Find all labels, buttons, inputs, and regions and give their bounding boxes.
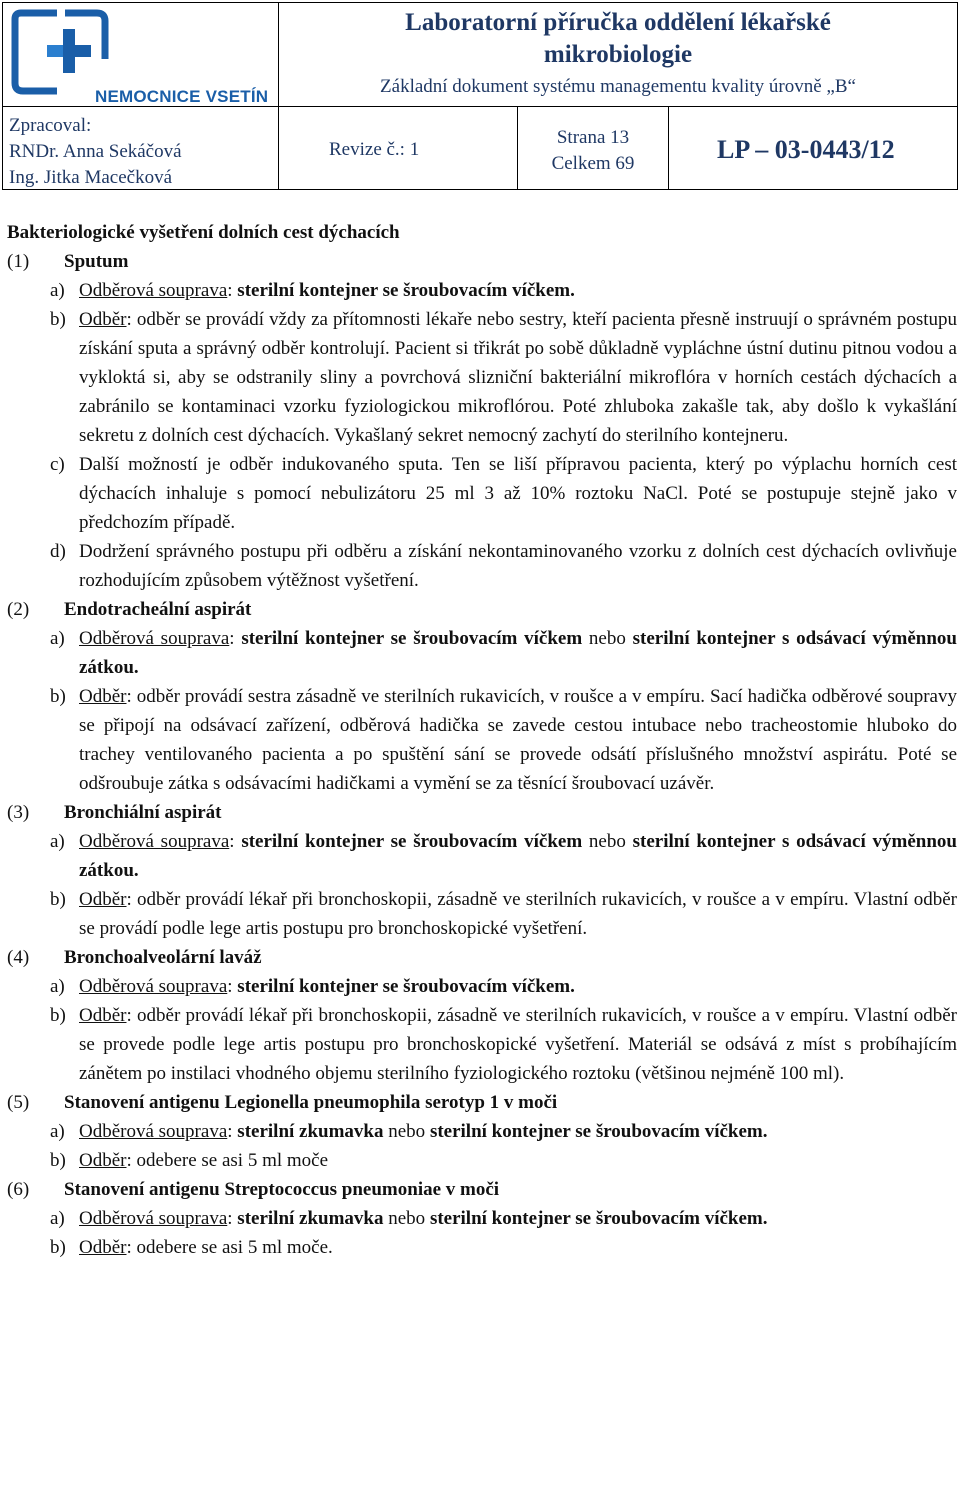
section-title: Bronchoalveolární laváž: [64, 947, 262, 968]
list-item: [50, 537, 957, 595]
author-label: Zpracoval:: [9, 115, 92, 136]
author-name-1: RNDr. Anna Sekáčová: [9, 141, 182, 162]
item-letter: b): [50, 686, 66, 707]
document-header: [2, 2, 958, 188]
list-item: [50, 827, 957, 885]
item-text: Odběr: odebere se asi 5 ml moče: [79, 1150, 329, 1171]
item-text: Odběr: odběr provádí lékař při bronchoskopii, zásadně ve sterilních rukavicích, v roušce a v empíru. Vlastní odběr se provádí podle lege artis postupu pro bronchoskopické vyšetření.: [79, 889, 957, 939]
section-title: Bronchiální aspirát: [64, 802, 222, 823]
item-letter: b): [50, 1005, 66, 1026]
author-name-2: Ing. Jitka Macečková: [9, 167, 173, 188]
list-item: [50, 624, 957, 682]
doc-code-cell: [668, 106, 958, 190]
item-text: Odběrová souprava: sterilní zkumavka nebo sterilní kontejner se šroubovacím víčkem.: [79, 1208, 768, 1229]
page-number: Strana 13: [556, 127, 630, 148]
item-letter: c): [50, 454, 65, 475]
section-title-row: [7, 247, 957, 276]
logo-cell: [2, 2, 279, 107]
item-letter: a): [50, 280, 65, 301]
item-letter: a): [50, 628, 65, 649]
section-title: Endotracheální aspirát: [64, 599, 252, 620]
section-number: (2): [7, 599, 30, 620]
list-item: [50, 276, 957, 305]
page-info: [518, 125, 668, 177]
section-title: Stanovení antigenu Legionella pneumophila serotyp 1 v moči: [64, 1092, 558, 1113]
item-text: Odběr: odběr se provádí vždy za přítomnosti lékaře nebo sestry, kteří pacienta přesně instruují o správném postupu získání sputa a správný odběr kontrolují. Pacient si třikrát po sobě důkladně vypláchne ústní dutinu pitnou vodou a vykloktá si, aby se odstranily sliny a povrchová slizniční bakteriální mikroflóra v horních cestách dýchacích a zabránilo se kontaminaci vzorku fyziologickou mikroflórou. Poté zhluboka zakašle tak, aby došlo k vykašlání sekretu z dolních cest dýchacích. Vykašlaný sekret nemocný zachytí do sterilního kontejneru.: [79, 309, 957, 446]
page-total: Celkem 69: [551, 153, 635, 174]
item-letter: b): [50, 1150, 66, 1171]
item-text: Odběr: odběr provádí sestra zásadně ve sterilních rukavicích, v roušce a v empíru. Sací hadička odběrové soupravy se připojí na odsávací zařízení, odběrová hadička se zavede cestou intubace nebo tracheostomie hluboko do trachey ventilovaného pacienta a po spuštění sání se provede odsátí příslušného množství aspirátu. Poté se odšroubuje zátka s odsávacími hadičkami a vymění se za těsnící šroubovací uzávěr.: [79, 686, 957, 794]
section-number: (6): [7, 1179, 30, 1200]
page-cell: [517, 106, 669, 190]
section-title: Sputum: [64, 251, 129, 272]
item-text: Odběr: odběr provádí lékař při bronchoskopii, zásadně ve sterilních rukavicích, v roušce a v empíru. Vlastní odběr se provede podle lege artis postupu pro bronchoskopické vyšetření. Materiál se odsává z míst s probíhajícím zánětem po instilaci vhodného objemu sterilního fyziologického roztoku (většinou nejméně 100 ml).: [79, 1005, 957, 1084]
section-title-row: [7, 595, 957, 624]
section-number: (3): [7, 802, 30, 823]
section-number: (4): [7, 947, 30, 968]
document-title: [279, 7, 957, 71]
item-letter: b): [50, 889, 66, 910]
title-line-1: Laboratorní příručka oddělení lékařské: [405, 9, 831, 36]
item-letter: a): [50, 1121, 65, 1142]
list-item: [50, 682, 957, 798]
title-cell: [278, 2, 958, 107]
document-subtitle: Základní dokument systému managementu kvality úrovně „B“: [380, 76, 856, 97]
list-item: [50, 885, 957, 943]
document-code: LP – 03-0443/12: [717, 135, 895, 164]
item-letter: a): [50, 976, 65, 997]
logo-text: NEMOCNICE VSETÍN: [95, 87, 269, 106]
item-text: Odběrová souprava: sterilní kontejner se šroubovacím víčkem.: [79, 976, 575, 997]
list-item: [50, 305, 957, 450]
item-text: Odběrová souprava: sterilní kontejner se šroubovacím víčkem nebo sterilní kontejner s odsávací výměnnou zátkou.: [79, 831, 957, 881]
item-text: Další možností je odběr indukovaného sputa. Ten se liší přípravou pacienta, který po výplachu horních cest dýchacích inhaluje s pomocí nebulizátoru 25 ml 3 až 10% roztoku NaCl. Poté se postupuje stejně jako v předchozím případě.: [79, 454, 957, 533]
list-item: [50, 972, 957, 1001]
item-text: Dodržení správného postupu při odběru a získání nekontaminovaného vzorku z dolních cest dýchacích ovlivňuje rozhodujícím způsobem výtěžnost vyšetření.: [79, 541, 957, 591]
item-text: Odběrová souprava: sterilní kontejner se šroubovacím víčkem.: [79, 280, 575, 301]
list-item: [50, 1117, 957, 1146]
document-body: [7, 218, 957, 1262]
item-letter: b): [50, 1237, 66, 1258]
item-letter: d): [50, 541, 66, 562]
item-letter: a): [50, 1208, 65, 1229]
section-title-row: [7, 1088, 957, 1117]
item-text: Odběrová souprava: sterilní zkumavka nebo sterilní kontejner se šroubovacím víčkem.: [79, 1121, 768, 1142]
title-line-2: mikrobiologie: [543, 41, 693, 68]
section-title: Stanovení antigenu Streptococcus pneumoniae v moči: [64, 1179, 500, 1200]
sections-list: [7, 247, 957, 1262]
item-text: Odběr: odebere se asi 5 ml moče.: [79, 1237, 333, 1258]
section-number: (5): [7, 1092, 30, 1113]
section-heading: Bakteriologické vyšetření dolních cest dýchacích: [7, 222, 400, 243]
item-letter: b): [50, 309, 66, 330]
section-title-row: [7, 1175, 957, 1204]
author-cell: [2, 106, 279, 190]
list-item: [50, 1233, 957, 1262]
item-text: Odběrová souprava: sterilní kontejner se šroubovacím víčkem nebo sterilní kontejner s odsávací výměnnou zátkou.: [79, 628, 957, 678]
list-item: [50, 1146, 957, 1175]
list-item: [50, 450, 957, 537]
section-title-row: [7, 943, 957, 972]
list-item: [50, 1204, 957, 1233]
list-item: [50, 1001, 957, 1088]
item-letter: a): [50, 831, 65, 852]
author-block: [9, 113, 182, 191]
section-title-row: [7, 798, 957, 827]
revision-text: Revize č.: 1: [329, 139, 420, 160]
section-number: (1): [7, 251, 30, 272]
revision-cell: [278, 106, 518, 190]
